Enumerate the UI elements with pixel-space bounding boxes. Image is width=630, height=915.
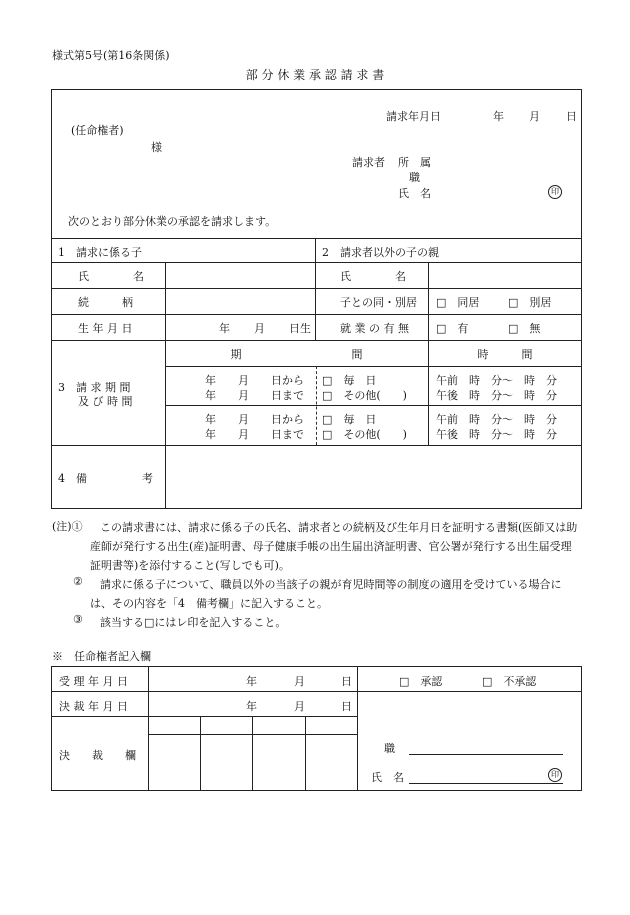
section1-heading: 1 請求に係る子 xyxy=(58,246,142,259)
birth-month: 月 xyxy=(254,322,265,335)
honorific: 様 xyxy=(151,141,162,154)
request-date-month: 月 xyxy=(529,110,540,123)
approver-name-label: 氏 名 xyxy=(371,771,404,784)
cohabit-option[interactable]: □ 同居 xyxy=(436,296,480,309)
decided-date-label: 決 裁 年 月 日 xyxy=(59,700,128,713)
request-date-label: 請求年月日 xyxy=(386,110,441,123)
employment-label: 就 業 の 有 無 xyxy=(340,322,409,335)
appointer-section-heading: ※ 任命権者記入欄 xyxy=(52,650,151,663)
received-year: 年 xyxy=(246,675,257,688)
employment-no-option[interactable]: □ 無 xyxy=(508,322,541,335)
intro-text: 次のとおり部分休業の承認を請求します。 xyxy=(68,215,277,228)
approver-position-label: 職 xyxy=(384,742,395,755)
row2-daily-option[interactable]: □ 毎 日 xyxy=(322,413,377,426)
time-header: 時 間 xyxy=(477,348,533,361)
request-date-day: 日 xyxy=(566,110,577,123)
decided-day: 日 xyxy=(341,700,352,713)
position-label: 職 xyxy=(409,171,420,184)
form-title: 部 分 休 業 承 認 請 求 書 xyxy=(245,68,385,82)
notes-prefix: (注)① xyxy=(52,520,83,533)
note-2-num: ② xyxy=(73,575,83,588)
row2-from: 年 月 日から xyxy=(205,413,304,426)
decided-month: 月 xyxy=(294,700,305,713)
row2-am-time: 午前 時 分～ 時 分 xyxy=(436,413,557,426)
note-1: この請求書には、請求に係る子の氏名、請求者との続柄及び生年月日を証明する書類(医師又は助産師が発行する出生(産)証明書、母子健康手帳の出生届出済証明書、官公署が発行する出生届受理証明書等)を添付すること(写しでも可)。 xyxy=(90,521,578,572)
period-header: 期 間 xyxy=(230,348,363,361)
name-label: 氏 名 xyxy=(398,187,431,200)
row2-to: 年 月 日まで xyxy=(205,428,304,441)
section3-label-line2: 及 び 時 間 xyxy=(78,395,133,408)
approve-option[interactable]: □ 承認 xyxy=(399,675,443,688)
separate-option[interactable]: □ 別居 xyxy=(508,296,552,309)
form-number: 様式第5号(第16条関係) xyxy=(52,49,170,62)
row1-am-time: 午前 時 分～ 時 分 xyxy=(436,374,557,387)
row2-other-option[interactable]: □ その他( ) xyxy=(322,428,407,441)
other-parent-name-label: 氏 名 xyxy=(340,270,406,283)
section3-label-line1: 3 請 求 期 間 xyxy=(58,381,131,394)
seal-icon: 印 xyxy=(548,184,562,199)
decided-year: 年 xyxy=(246,700,257,713)
birth-day: 日生 xyxy=(289,322,311,335)
appointer-label: (任命権者) xyxy=(71,124,124,137)
approval-column-label: 決 裁 欄 xyxy=(59,749,136,762)
remarks-label: 4 備 考 xyxy=(58,472,153,485)
cohabitation-label: 子との同・別居 xyxy=(340,296,417,309)
row1-to: 年 月 日まで xyxy=(205,389,304,402)
row2-pm-time: 午後 時 分～ 時 分 xyxy=(436,428,557,441)
approver-seal-icon: 印 xyxy=(548,767,562,782)
row1-from: 年 月 日から xyxy=(205,374,304,387)
affiliation-label: 所 属 xyxy=(398,156,431,169)
received-day: 日 xyxy=(341,675,352,688)
child-name-label: 氏 名 xyxy=(78,270,144,283)
received-date-label: 受 理 年 月 日 xyxy=(59,675,128,688)
row1-daily-option[interactable]: □ 毎 日 xyxy=(322,374,377,387)
row1-pm-time: 午後 時 分～ 時 分 xyxy=(436,389,557,402)
birth-year: 年 xyxy=(219,322,230,335)
row1-other-option[interactable]: □ その他( ) xyxy=(322,389,407,402)
reject-option[interactable]: □ 不承認 xyxy=(482,675,537,688)
note-3: 該当する□にはレ印を記入すること。 xyxy=(100,616,287,629)
note-3-num: ③ xyxy=(73,613,83,626)
requester-label: 請求者 xyxy=(352,156,385,169)
child-birthdate-label: 生 年 月 日 xyxy=(78,322,133,335)
note-2: 請求に係る子について、職員以外の当該子の親が育児時間等の制度の適用を受けている場合には、その内容を「4 備考欄」に記入すること。 xyxy=(90,578,562,610)
employment-yes-option[interactable]: □ 有 xyxy=(436,322,469,335)
received-month: 月 xyxy=(294,675,305,688)
child-relation-label: 続 柄 xyxy=(78,296,133,309)
request-date-year: 年 xyxy=(493,110,504,123)
section2-heading: 2 請求者以外の子の親 xyxy=(322,246,439,259)
